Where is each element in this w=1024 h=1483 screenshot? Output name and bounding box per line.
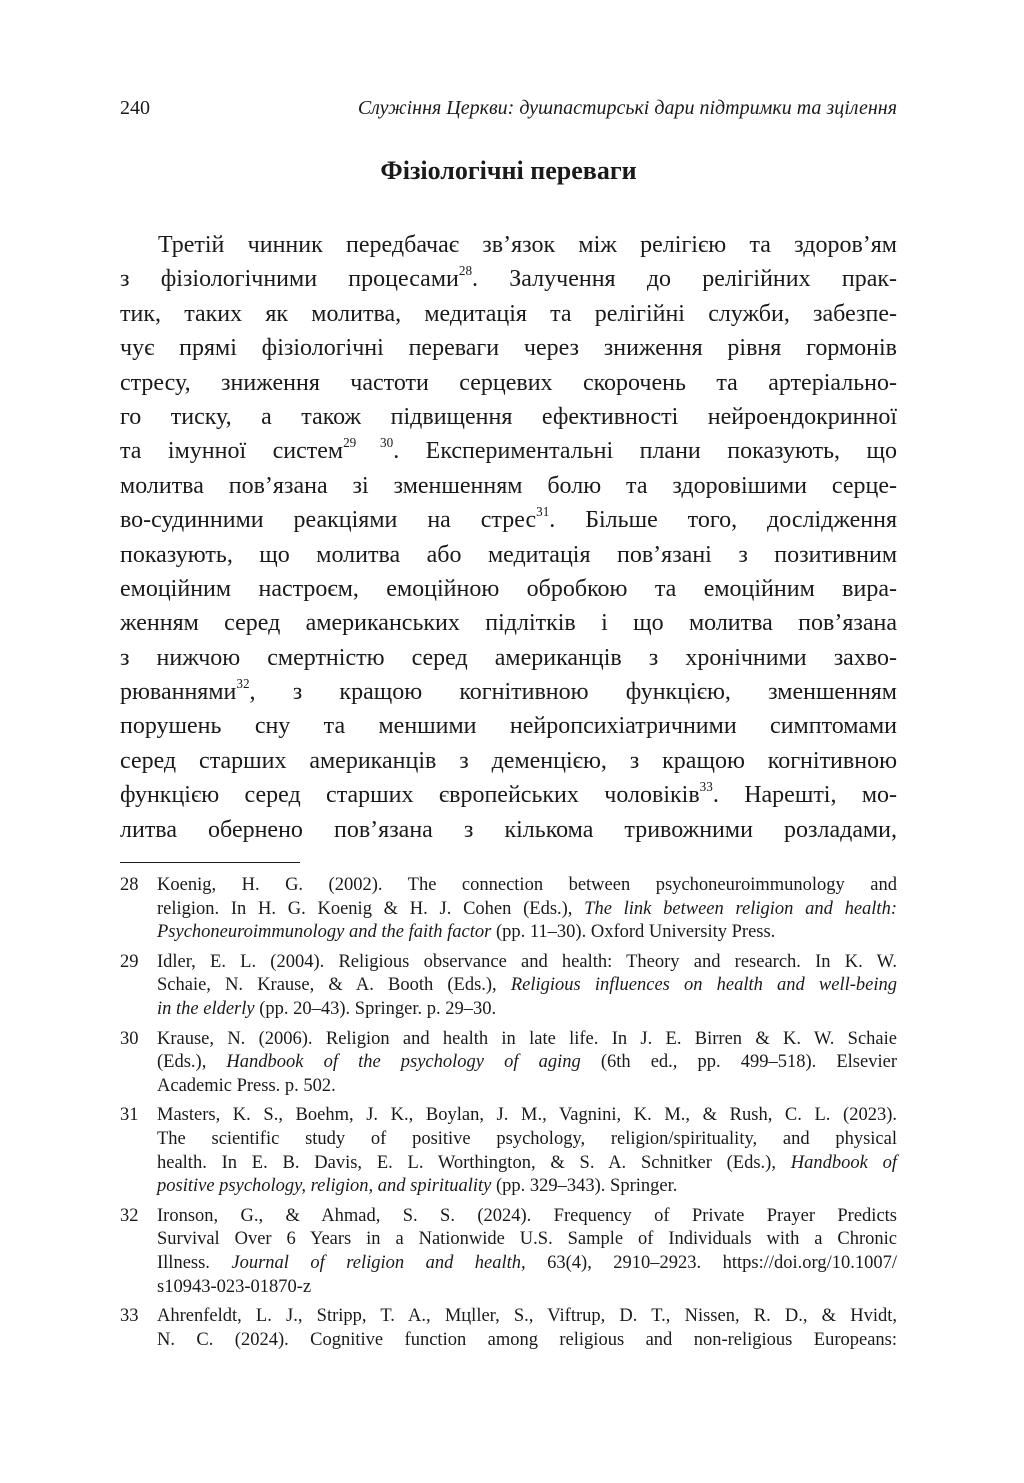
footnote-text: Masters, K. S., Boehm, J. K., Boylan, J. M., Vagnini, K. M., & Rush, C. L. (2023). bbox=[157, 1105, 897, 1126]
footnote-line bbox=[157, 1228, 897, 1252]
footnote-title-text: Handbook of bbox=[790, 1152, 897, 1173]
footnote-text: Illness. bbox=[157, 1252, 232, 1273]
footnote-text: (Eds.), bbox=[157, 1052, 227, 1073]
body-line bbox=[120, 606, 897, 640]
footnote-line bbox=[157, 1051, 897, 1075]
footnote-text: The scientific study of positive psychology, religion/spirituality, and physical bbox=[157, 1128, 897, 1149]
footnote-number: 32 bbox=[120, 1205, 139, 1226]
footnote-title-text: Religious influences on health and well-being bbox=[510, 975, 897, 996]
body-line-text: показують, що молитва або медитація пов’язані з позитивним bbox=[120, 541, 897, 568]
footnote-line bbox=[157, 898, 897, 922]
footnote-line bbox=[157, 1175, 897, 1199]
footnote-divider bbox=[120, 862, 300, 863]
footnote-text: (6th ed., pp. 499–518). Elsevier bbox=[580, 1052, 897, 1073]
footnote-text: Academic Press. p. 502. bbox=[157, 1075, 336, 1096]
footnote bbox=[120, 1028, 897, 1099]
footnote bbox=[120, 1205, 897, 1299]
footnote-line bbox=[157, 874, 897, 898]
body-line bbox=[120, 434, 897, 468]
footnote-reference[interactable]: 33 bbox=[699, 779, 713, 795]
footnote-line bbox=[157, 1205, 897, 1229]
body-line-text: тик, таких як молитва, медитація та релігійні служби, забезпе- bbox=[120, 300, 897, 327]
body-line bbox=[120, 262, 897, 296]
running-head bbox=[120, 97, 897, 127]
body-line-text: литва обернено пов’язана з кількома тривожними розладами, bbox=[120, 816, 897, 843]
body-line-text: , з кращою когнітивною функцією, зменшенням bbox=[249, 679, 897, 706]
footnotes bbox=[120, 874, 897, 1358]
body-line bbox=[120, 366, 897, 400]
footnote-title-text: The link between religion and health: bbox=[584, 898, 897, 919]
footnote-line bbox=[157, 1329, 897, 1353]
body-line bbox=[120, 400, 897, 434]
body-line bbox=[120, 297, 897, 331]
footnote bbox=[120, 951, 897, 1022]
footnote-line bbox=[157, 974, 897, 998]
body-text bbox=[120, 228, 897, 847]
body-line bbox=[120, 331, 897, 365]
body-line-text: та імунної систем bbox=[120, 438, 344, 465]
footnote-text: Ahrenfeldt, L. J., Stripp, T. A., Mцller, S., Viftrup, D. T., Nissen, R. D., & Hvidt, bbox=[157, 1306, 897, 1327]
body-line bbox=[120, 538, 897, 572]
body-line-text: . Експериментальні плани показують, що bbox=[393, 438, 898, 465]
footnote-text: Ironson, G., & Ahmad, S. S. (2024). Frequency of Private Prayer Predicts bbox=[157, 1205, 897, 1226]
body-line-text: женням серед американських підлітків і що молитва пов’язана bbox=[120, 610, 897, 637]
footnote-title-text: Journal of religion and health, bbox=[231, 1252, 526, 1273]
footnote-text: (pp. 329–343). Springer. bbox=[491, 1176, 678, 1197]
body-line-text: молитва пов’язана зі зменшенням болю та здоровішими серце- bbox=[120, 472, 897, 499]
footnote-number: 31 bbox=[120, 1105, 139, 1126]
footnote-text: N. C. (2024). Cognitive function among religious and non-religious Europeans: bbox=[157, 1329, 897, 1350]
body-line bbox=[120, 469, 897, 503]
section-heading: Фізіологічні переваги bbox=[380, 156, 637, 185]
page-number: 240 bbox=[120, 97, 150, 119]
running-title: Служіння Церкви: душпастирські дари підтримки та зцілення bbox=[357, 97, 897, 119]
body-line-text: . Більше того, дослідження bbox=[549, 507, 897, 534]
body-line-text: го тиску, а також підвищення ефективності нейроендокринної bbox=[120, 403, 897, 430]
footnote-line bbox=[157, 1252, 897, 1276]
footnote-title-text: in the elderly bbox=[157, 998, 255, 1019]
footnote-text: (pp. 11–30). Oxford University Press. bbox=[491, 922, 776, 943]
footnote-line bbox=[157, 1305, 897, 1329]
body-line-text: . Залучення до релігійних прак- bbox=[472, 266, 898, 293]
body-line bbox=[120, 778, 897, 812]
footnote-text: health. In E. B. Davis, E. L. Worthington, & S. A. Schnitker (Eds.), bbox=[157, 1152, 791, 1173]
body-line-text: чує прямі фізіологічні переваги через зниження рівня гормонів bbox=[120, 335, 897, 362]
footnote-text: 63(4), 2910–2923. https://doi.org/10.1007/ bbox=[525, 1252, 898, 1273]
footnote-number: 28 bbox=[120, 875, 139, 895]
footnote-line bbox=[157, 1104, 897, 1128]
footnote-line bbox=[157, 1152, 897, 1176]
footnote-line bbox=[157, 921, 897, 945]
body-line-text: з нижчою смертністю серед американців з хронічними захво- bbox=[120, 644, 897, 671]
footnote-text: (pp. 20–43). Springer. p. 29–30. bbox=[254, 998, 497, 1019]
footnote bbox=[120, 1104, 897, 1198]
footnote bbox=[120, 1305, 897, 1352]
body-line-text: з фізіологічними процесами bbox=[120, 266, 459, 293]
body-line bbox=[120, 813, 897, 847]
body-line-text: серед старших американців з деменцією, з кращою когнітивною bbox=[120, 747, 897, 774]
footnote-text: Idler, E. L. (2004). Religious observance and health: Theory and research. In K. W. bbox=[157, 951, 897, 972]
footnote-text: s10943-023-01870-z bbox=[157, 1276, 312, 1297]
footnote-number: 29 bbox=[120, 951, 139, 972]
body-line bbox=[120, 709, 897, 743]
footnote-reference[interactable]: 28 bbox=[458, 263, 473, 279]
body-line-text: во-судинними реакціями на стрес bbox=[120, 507, 537, 534]
body-line bbox=[120, 503, 897, 537]
body-line-text: рюваннями bbox=[120, 679, 237, 706]
footnote-text: Krause, N. (2006). Religion and health in late life. In J. E. Birren & K. W. Schaie bbox=[157, 1028, 897, 1049]
body-line-text: емоційним настроєм, емоційною обробкою та емоційним вира- bbox=[120, 575, 897, 602]
body-line-text: функцією серед старших європейських чоловіків bbox=[120, 782, 700, 809]
footnote-line bbox=[157, 1128, 897, 1152]
body-line-text: . Нарешті, мо- bbox=[712, 782, 898, 809]
footnote-reference[interactable]: 29 30 bbox=[343, 435, 394, 451]
footnote-line bbox=[157, 1276, 897, 1300]
footnote-number: 30 bbox=[120, 1028, 139, 1049]
footnote-line bbox=[157, 951, 897, 975]
footnote-number: 33 bbox=[120, 1306, 139, 1327]
footnote-line bbox=[157, 998, 897, 1022]
footnote-title-text: positive psychology, religion, and spirituality bbox=[157, 1176, 492, 1197]
footnote-text: Koenig, H. G. (2002). The connection between psychoneuroimmunology and bbox=[157, 875, 897, 895]
body-line-text: порушень сну та меншими нейропсихіатричними симптомами bbox=[120, 713, 897, 740]
body-line bbox=[120, 641, 897, 675]
footnote-line bbox=[157, 1028, 897, 1052]
footnote-text: Survival Over 6 Years in a Nationwide U.S. Sample of Individuals with a Chronic bbox=[157, 1229, 897, 1250]
body-line bbox=[120, 744, 897, 778]
footnote-line bbox=[157, 1075, 897, 1099]
footnote-reference[interactable]: 31 bbox=[536, 504, 550, 520]
body-line bbox=[120, 228, 897, 262]
footnote-reference[interactable]: 32 bbox=[236, 676, 250, 692]
body-line bbox=[120, 675, 897, 709]
body-line-text: стресу, зниження частоти серцевих скорочень та артеріально- bbox=[120, 369, 897, 396]
footnote bbox=[120, 874, 897, 945]
footnote-text: Schaie, N. Krause, & A. Booth (Eds.), bbox=[157, 975, 511, 996]
body-line-text: Третій чинник передбачає зв’язок між релігією та здоров’ям bbox=[158, 232, 897, 258]
body-line bbox=[120, 572, 897, 606]
footnote-text: religion. In H. G. Koenig & H. J. Cohen (Eds.), bbox=[157, 898, 585, 919]
footnote-title-text: Psychoneuroimmunology and the faith factor bbox=[157, 922, 492, 943]
footnote-title-text: Handbook of the psychology of aging bbox=[226, 1052, 581, 1073]
